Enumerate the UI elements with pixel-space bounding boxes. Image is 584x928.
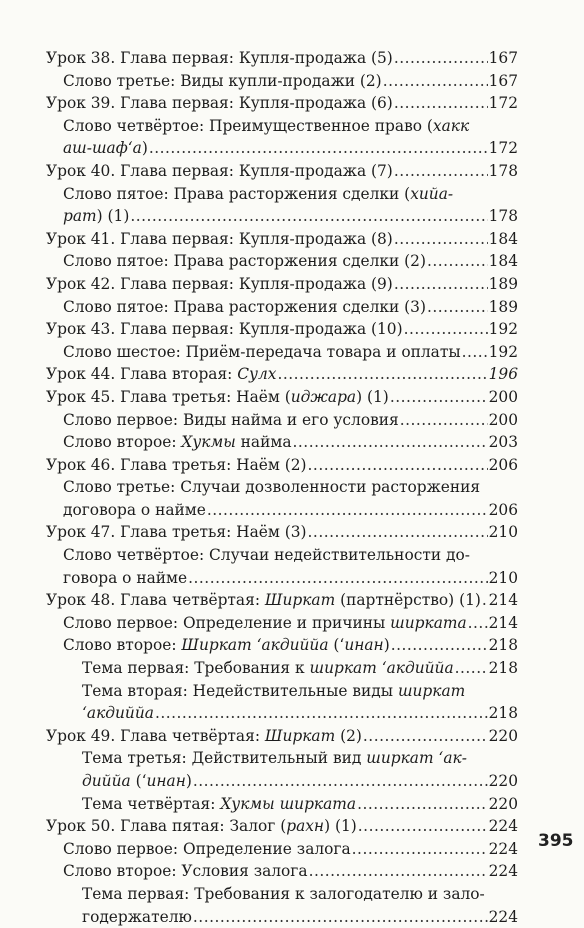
toc-entry (46, 273, 518, 296)
toc-entry-title (46, 589, 481, 612)
toc-entry-title (63, 115, 469, 138)
toc-entry (46, 296, 518, 319)
toc-entry (46, 793, 518, 816)
toc-text: Слово четвёртое: Случаи недействительности до- (63, 546, 470, 565)
toc-page-number: 220 (488, 726, 518, 745)
toc-entry-title (46, 273, 393, 296)
toc-entry-title (63, 296, 426, 319)
toc-entry (46, 92, 518, 115)
toc-entry (46, 589, 518, 612)
toc-page-number: 172 (488, 139, 518, 158)
toc-page-number: 210 (488, 523, 518, 542)
toc-italic-term: иджара (290, 387, 357, 406)
toc-entry-title (82, 680, 465, 703)
toc-italic-term: хакк (432, 116, 470, 135)
toc-entry (46, 183, 518, 206)
dot-leader (308, 521, 488, 544)
toc-italic-term: Ширкат (264, 591, 336, 610)
toc-entry-title (46, 363, 276, 386)
toc-italic-term: рат (63, 207, 97, 226)
toc-text: Тема четвёртая: (82, 794, 221, 813)
dot-leader (188, 567, 487, 590)
dot-leader (404, 318, 488, 341)
toc-page-number: 218 (488, 636, 518, 655)
toc-entry (46, 544, 518, 567)
toc-text: (2) (335, 726, 362, 745)
toc-page-number: 189 (488, 274, 518, 293)
toc-entry-title (82, 747, 467, 770)
toc-text: Тема первая: Требования к (82, 659, 310, 678)
toc-entry (46, 702, 518, 725)
toc-page-number: 224 (488, 862, 518, 881)
toc-text: Слово третье: Случаи дозволенности расторжения (63, 478, 481, 497)
toc-entry (46, 883, 518, 906)
toc-page-number: 189 (488, 297, 518, 316)
toc-entry-title (46, 521, 307, 544)
toc-entry-title (63, 205, 129, 228)
dot-leader (462, 341, 488, 364)
toc-italic-term: Ширкат (264, 726, 336, 745)
toc-page-number: 192 (488, 342, 518, 361)
toc-entry-title (63, 70, 382, 93)
toc-entry-title (63, 476, 480, 499)
toc-entry-title (63, 183, 453, 206)
toc-text: Слово пятое: Права расторжения сделки (2) (63, 252, 426, 271)
toc-entry (46, 680, 518, 703)
toc-text: (партнёрство) (1) (335, 591, 481, 610)
toc-text: ) (141, 139, 148, 158)
toc-text: Урок 39. Глава первая: Купля-продажа (6) (46, 94, 393, 113)
toc-page-number: 172 (488, 94, 518, 113)
toc-page-number: 206 (488, 500, 518, 519)
toc-page-number: 167 (488, 71, 518, 90)
toc-entry (46, 318, 518, 341)
toc-page-number: 224 (488, 839, 518, 858)
toc-text: Тема первая: Требования к залогодателю и зало- (82, 884, 485, 903)
dot-leader (358, 815, 488, 838)
dot-leader (207, 499, 488, 522)
dot-leader (400, 409, 488, 432)
toc-page-number: 220 (488, 772, 518, 790)
toc-entry (46, 521, 518, 544)
dot-leader (468, 612, 488, 635)
toc-entry-title (63, 838, 351, 861)
dot-leader (293, 431, 488, 454)
toc-italic-term: ширкат ‘акдиййа (309, 659, 454, 678)
toc-entry (46, 747, 518, 770)
toc-italic-term: ширкат (397, 681, 466, 700)
toc-italic-term: хийа- (410, 184, 454, 203)
toc-entry (46, 431, 518, 454)
toc-page-number: 224 (488, 907, 518, 926)
toc-text: договора о найме (63, 500, 206, 519)
toc-entry-title (63, 409, 399, 432)
toc-entry (46, 386, 518, 409)
toc-page-number: 178 (488, 161, 518, 180)
toc-entry-title (46, 228, 393, 251)
toc-text: Урок 38. Глава первая: Купля-продажа (5) (46, 49, 393, 67)
toc-text: Слово второе: Условия залога (63, 862, 308, 881)
toc-text: Урок 45. Глава третья: Наём ( (46, 387, 291, 406)
dot-leader (394, 228, 488, 251)
toc-entry-title (63, 137, 148, 160)
toc-entry (46, 115, 518, 138)
toc-page-number: 178 (488, 207, 518, 226)
toc-entry (46, 160, 518, 183)
toc-text: Слово четвёртое: Преимущественное право ( (63, 116, 433, 135)
toc-page-number: 214 (488, 591, 518, 610)
toc-italic-term: Сулх (237, 365, 277, 384)
toc-entry (46, 476, 518, 499)
toc-entry-title (82, 770, 192, 793)
toc-entry (46, 341, 518, 364)
toc-text: (‘ (328, 636, 345, 655)
toc-italic-term: ширкат ‘ак- (366, 749, 467, 768)
page-number: 395 (538, 831, 574, 851)
toc-page-number: 220 (488, 794, 518, 813)
dot-leader (277, 363, 487, 386)
dot-leader (383, 70, 488, 93)
toc-entry-title (46, 47, 393, 70)
toc-entry-title (46, 454, 307, 477)
toc-page-number: 192 (488, 320, 518, 339)
dot-leader (394, 273, 488, 296)
toc-entry (46, 634, 518, 657)
toc-entry-title (46, 160, 393, 183)
toc-entry-title (46, 725, 362, 748)
toc-italic-term: Хукмы ширката (220, 794, 357, 813)
toc-italic-term: ‘акдиййа (82, 704, 154, 723)
dot-leader (309, 860, 488, 883)
toc-entry-title (82, 883, 485, 906)
toc-page-number: 184 (488, 229, 518, 248)
toc-text: Слово второе: (63, 636, 182, 655)
toc-text: ) (185, 772, 192, 790)
toc-entry (46, 860, 518, 883)
dot-leader (427, 250, 488, 273)
toc-entry (46, 906, 518, 928)
toc-text: Урок 47. Глава третья: Наём (3) (46, 523, 307, 542)
dot-leader (193, 906, 488, 928)
toc-text: ) (1) (324, 817, 357, 836)
toc-entry (46, 815, 518, 838)
toc-text: Урок 44. Глава вторая: (46, 365, 238, 384)
dot-leader (352, 838, 488, 861)
toc-text: Слово третье: Виды купли-продажи (2) (63, 71, 382, 90)
toc-page-number: 210 (488, 568, 518, 587)
toc-italic-term: аш-шаф‘а (63, 139, 142, 158)
dot-leader (357, 793, 488, 816)
toc-text: найма (235, 433, 292, 452)
toc-entry (46, 725, 518, 748)
toc-text: Слово пятое: Права расторжения сделки ( (63, 184, 411, 203)
toc-entry-title (63, 499, 206, 522)
toc-text: годержателю (82, 907, 192, 926)
toc-entry-title (46, 318, 403, 341)
toc-page-number: 200 (488, 410, 518, 429)
toc-text: Урок 43. Глава первая: Купля-продажа (10) (46, 320, 403, 339)
toc-entry (46, 363, 518, 386)
toc-entry-title (63, 567, 187, 590)
toc-text: Урок 48. Глава четвёртая: (46, 591, 265, 610)
toc-text: Тема третья: Действительный вид (82, 749, 367, 768)
dot-leader (155, 702, 488, 725)
toc-text: Слово шестое: Приём-передача товара и оплаты (63, 342, 461, 361)
toc-text: Урок 46. Глава третья: Наём (2) (46, 455, 307, 474)
toc-italic-term: Ширкат ‘акдиййа (181, 636, 329, 655)
toc-text: Слово первое: Определение залога (63, 839, 351, 858)
dot-leader (455, 657, 488, 680)
toc-entry (46, 137, 518, 160)
toc-entry-title (46, 386, 389, 409)
toc-entry (46, 228, 518, 251)
toc-entry (46, 499, 518, 522)
toc-text: Слово первое: Определение и причины (63, 613, 391, 632)
dot-leader (193, 770, 488, 793)
toc-entry-title (82, 657, 454, 680)
dot-leader (308, 454, 488, 477)
dot-leader (390, 386, 488, 409)
toc-italic-term: Хукмы (181, 433, 236, 452)
toc-text: ) (1) (356, 387, 389, 406)
toc-page-number: 167 (488, 49, 518, 67)
dot-leader (482, 589, 488, 612)
toc-entry-title (63, 544, 470, 567)
toc-entry (46, 838, 518, 861)
toc-page-number: 214 (488, 613, 518, 632)
toc-page-number: 224 (488, 817, 518, 836)
toc-entry (46, 454, 518, 477)
toc-entry-title (63, 431, 292, 454)
toc-text: ) (383, 636, 390, 655)
toc-text: Урок 40. Глава первая: Купля-продажа (7) (46, 161, 393, 180)
toc-text: (‘ (130, 772, 147, 790)
toc-text: Урок 42. Глава первая: Купля-продажа (9) (46, 274, 393, 293)
toc-entry (46, 70, 518, 93)
dot-leader (363, 725, 488, 748)
toc-entry (46, 250, 518, 273)
toc-entry (46, 567, 518, 590)
dot-leader (149, 137, 488, 160)
toc-entry-title (63, 634, 390, 657)
toc-entry-title (63, 612, 467, 635)
toc-page-number: 196 (488, 365, 518, 384)
toc-italic-term: рахн (286, 817, 325, 836)
toc-italic-term: инан (344, 636, 384, 655)
toc-page-number: 218 (488, 704, 518, 723)
dot-leader (427, 296, 488, 319)
toc-entry (46, 409, 518, 432)
toc-entry (46, 612, 518, 635)
toc-text: Урок 41. Глава первая: Купля-продажа (8) (46, 229, 393, 248)
dot-leader (130, 205, 487, 228)
toc-entry (46, 657, 518, 680)
toc-entry (46, 205, 518, 228)
toc-page-number: 200 (488, 387, 518, 406)
dot-leader (394, 47, 488, 70)
dot-leader (394, 160, 488, 183)
toc-page-number: 184 (488, 252, 518, 271)
toc-text: Тема вторая: Недействительные виды (82, 681, 398, 700)
toc-entry (46, 770, 518, 793)
toc-page-number: 218 (488, 659, 518, 678)
toc-entry-title (82, 702, 154, 725)
toc-italic-term: ширката (390, 613, 467, 632)
toc-entry-title (46, 92, 393, 115)
toc-text: Слово второе: (63, 433, 182, 452)
toc-page-number: 206 (488, 455, 518, 474)
table-of-contents (46, 47, 518, 928)
dot-leader (391, 634, 488, 657)
toc-entry-title (82, 793, 356, 816)
toc-text: Слово первое: Виды найма и его условия (63, 410, 399, 429)
toc-text: ) (1) (96, 207, 130, 226)
toc-entry (46, 47, 518, 70)
toc-entry-title (63, 860, 308, 883)
toc-italic-term: диййа (82, 772, 131, 790)
toc-entry-title (46, 815, 357, 838)
toc-page-number: 203 (488, 433, 518, 452)
toc-text: Слово пятое: Права расторжения сделки (3) (63, 297, 426, 316)
toc-entry-title (63, 341, 461, 364)
toc-text: Урок 49. Глава четвёртая: (46, 726, 265, 745)
toc-text: говора о найме (63, 568, 188, 587)
toc-entry-title (63, 250, 426, 273)
dot-leader (394, 92, 488, 115)
toc-italic-term: инан (146, 772, 186, 790)
toc-entry-title (82, 906, 192, 928)
toc-text: Урок 50. Глава пятая: Залог ( (46, 817, 287, 836)
